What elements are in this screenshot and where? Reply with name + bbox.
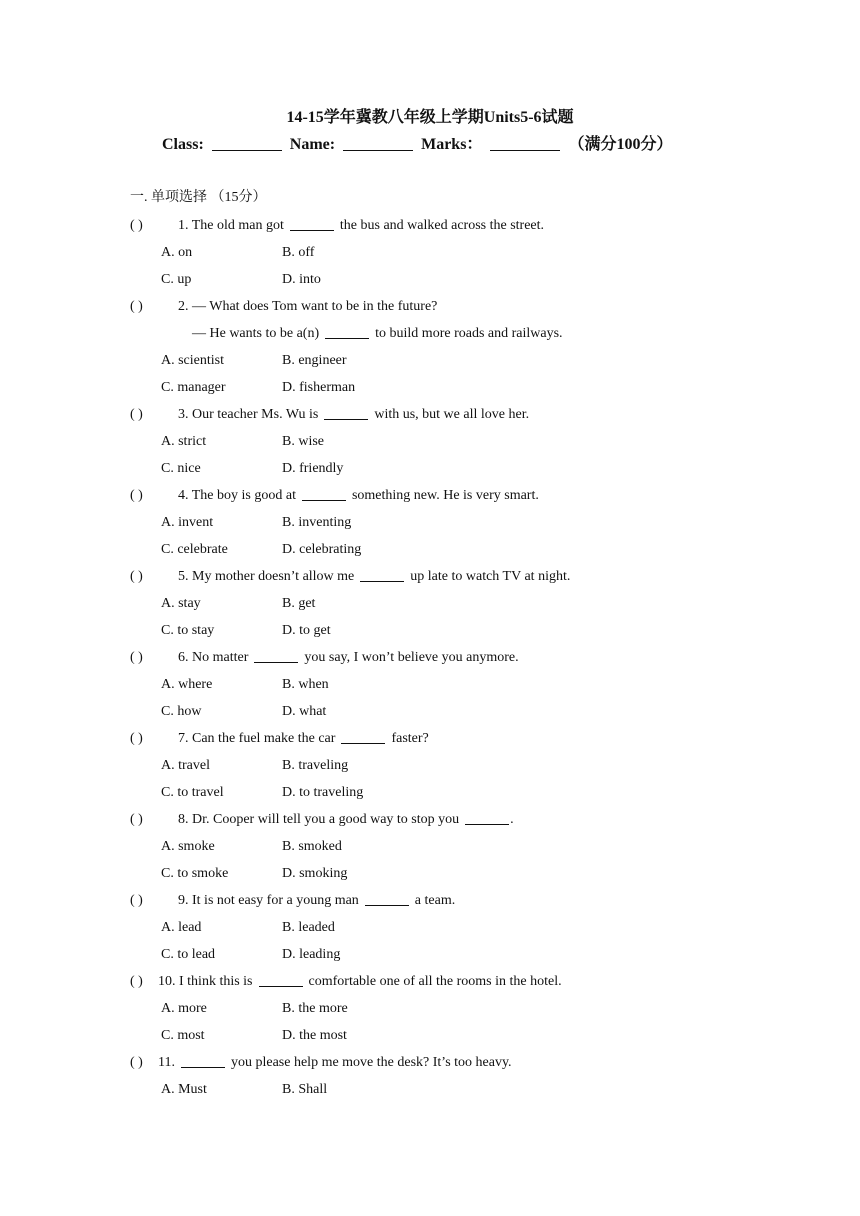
question-text: to build more roads and railways. [375, 326, 563, 341]
option: A. smoke [161, 839, 215, 854]
option: A. stay [161, 596, 201, 611]
answer-parens[interactable]: ( ) [130, 893, 143, 908]
option: C. celebrate [161, 542, 228, 557]
answer-parens[interactable]: ( ) [130, 488, 143, 503]
question-text: 6. No matter [178, 650, 249, 665]
question-text: . [510, 812, 514, 827]
options-row [130, 270, 730, 297]
question-text: the bus and walked across the street. [339, 218, 545, 233]
option: C. to travel [161, 785, 224, 800]
option: A. where [161, 677, 213, 692]
options-row [130, 1080, 730, 1107]
question-11 [130, 1053, 730, 1080]
options-row [130, 783, 730, 810]
answer-parens[interactable]: ( ) [130, 650, 143, 665]
question-text: 3. Our teacher Ms. Wu is [178, 407, 319, 422]
question-7 [130, 729, 730, 756]
question-3 [130, 405, 730, 432]
option: A. scientist [161, 353, 224, 368]
options-row [130, 675, 730, 702]
option: D. the most [282, 1028, 347, 1043]
question-10 [130, 972, 730, 999]
option: B. the more [282, 1001, 348, 1016]
question-text: 7. Can the fuel make the car [178, 731, 336, 746]
options-row [130, 513, 730, 540]
option: B. get [282, 596, 316, 611]
option: D. celebrating [282, 542, 362, 557]
question-text: 10. I think this is [158, 974, 253, 989]
option: A. travel [161, 758, 210, 773]
answer-parens[interactable]: ( ) [130, 569, 143, 584]
options-row [130, 351, 730, 378]
option: B. off [282, 245, 315, 260]
answer-parens[interactable]: ( ) [130, 218, 143, 233]
options-row [130, 702, 730, 729]
question-text: 9. It is not easy for a young man [178, 893, 359, 908]
question-5 [130, 567, 730, 594]
question-text: comfortable one of all the rooms in the hotel. [308, 974, 562, 989]
marks-label: Marks： [421, 136, 483, 153]
option: B. traveling [282, 758, 349, 773]
option: C. most [161, 1028, 205, 1043]
option: A. Must [161, 1082, 207, 1097]
option: C. how [161, 704, 202, 719]
answer-parens[interactable]: ( ) [130, 299, 143, 314]
options-row [130, 945, 730, 972]
name-blank[interactable] [343, 136, 413, 151]
question-text: 5. My mother doesn’t allow me [178, 569, 355, 584]
answer-blank [181, 1055, 225, 1068]
option: A. strict [161, 434, 207, 449]
option: B. when [282, 677, 329, 692]
answer-blank [465, 812, 509, 825]
option: A. invent [161, 515, 214, 530]
option: B. wise [282, 434, 324, 449]
question-9 [130, 891, 730, 918]
question-8 [130, 810, 730, 837]
option: B. Shall [282, 1082, 328, 1097]
options-row [130, 432, 730, 459]
option: D. leading [282, 947, 341, 962]
option: C. nice [161, 461, 201, 476]
question-2 [130, 297, 730, 324]
options-row [130, 999, 730, 1026]
question-text: you please help me move the desk? It’s too heavy. [230, 1055, 512, 1070]
answer-blank [325, 326, 369, 339]
option: D. to get [282, 623, 331, 638]
question-list [130, 216, 730, 1107]
class-blank[interactable] [212, 136, 282, 151]
options-row [130, 459, 730, 486]
question-text: 8. Dr. Cooper will tell you a good way to stop you [178, 812, 460, 827]
answer-blank [259, 974, 303, 987]
answer-blank [365, 893, 409, 906]
question-text: — He wants to be a(n) [192, 326, 320, 341]
answer-blank [254, 650, 298, 663]
option: C. to smoke [161, 866, 229, 881]
name-label: Name: [289, 136, 336, 153]
option: B. smoked [282, 839, 342, 854]
option: B. inventing [282, 515, 352, 530]
section-heading: 一. 单项选择 （15分） [130, 190, 267, 205]
answer-parens[interactable]: ( ) [130, 812, 143, 827]
answer-blank [302, 488, 346, 501]
options-row [130, 540, 730, 567]
option: C. manager [161, 380, 226, 395]
options-row [130, 621, 730, 648]
question-text: up late to watch TV at night. [410, 569, 571, 584]
answer-blank [341, 731, 385, 744]
question-text: faster? [391, 731, 429, 746]
option: A. more [161, 1001, 207, 1016]
options-row [130, 1026, 730, 1053]
page-title: 14-15学年冀教八年级上学期Units5-6试题 [286, 109, 574, 126]
question-text: 4. The boy is good at [178, 488, 296, 503]
options-row [130, 378, 730, 405]
student-info-line [162, 134, 722, 156]
option: D. friendly [282, 461, 344, 476]
option: D. fisherman [282, 380, 356, 395]
option: A. on [161, 245, 193, 260]
answer-parens[interactable]: ( ) [130, 407, 143, 422]
options-row [130, 864, 730, 891]
question-text: 2. — What does Tom want to be in the future? [178, 299, 438, 314]
question-1 [130, 216, 730, 243]
option: B. engineer [282, 353, 347, 368]
option: B. leaded [282, 920, 335, 935]
option: A. lead [161, 920, 202, 935]
answer-blank [324, 407, 368, 420]
question-text: 11. [158, 1055, 175, 1070]
marks-blank[interactable] [490, 136, 560, 151]
question-text: 1. The old man got [178, 218, 284, 233]
options-row [130, 594, 730, 621]
option: C. to lead [161, 947, 216, 962]
answer-parens[interactable]: ( ) [130, 731, 143, 746]
option: D. into [282, 272, 321, 287]
answer-blank [290, 218, 334, 231]
answer-blank [360, 569, 404, 582]
option: D. what [282, 704, 327, 719]
option: D. smoking [282, 866, 348, 881]
question-4 [130, 486, 730, 513]
option: D. to traveling [282, 785, 364, 800]
question-2-response [130, 324, 730, 351]
options-row [130, 837, 730, 864]
question-text: something new. He is very smart. [351, 488, 539, 503]
full-score-note: （满分100分） [568, 136, 673, 153]
options-row [130, 243, 730, 270]
question-6 [130, 648, 730, 675]
question-text: you say, I won’t believe you anymore. [304, 650, 519, 665]
answer-parens[interactable]: ( ) [130, 974, 143, 989]
options-row [130, 918, 730, 945]
class-label: Class: [162, 136, 204, 153]
question-text: a team. [414, 893, 456, 908]
answer-parens[interactable]: ( ) [130, 1055, 143, 1070]
option: C. up [161, 272, 192, 287]
option: C. to stay [161, 623, 215, 638]
options-row [130, 756, 730, 783]
question-text: with us, but we all love her. [374, 407, 530, 422]
